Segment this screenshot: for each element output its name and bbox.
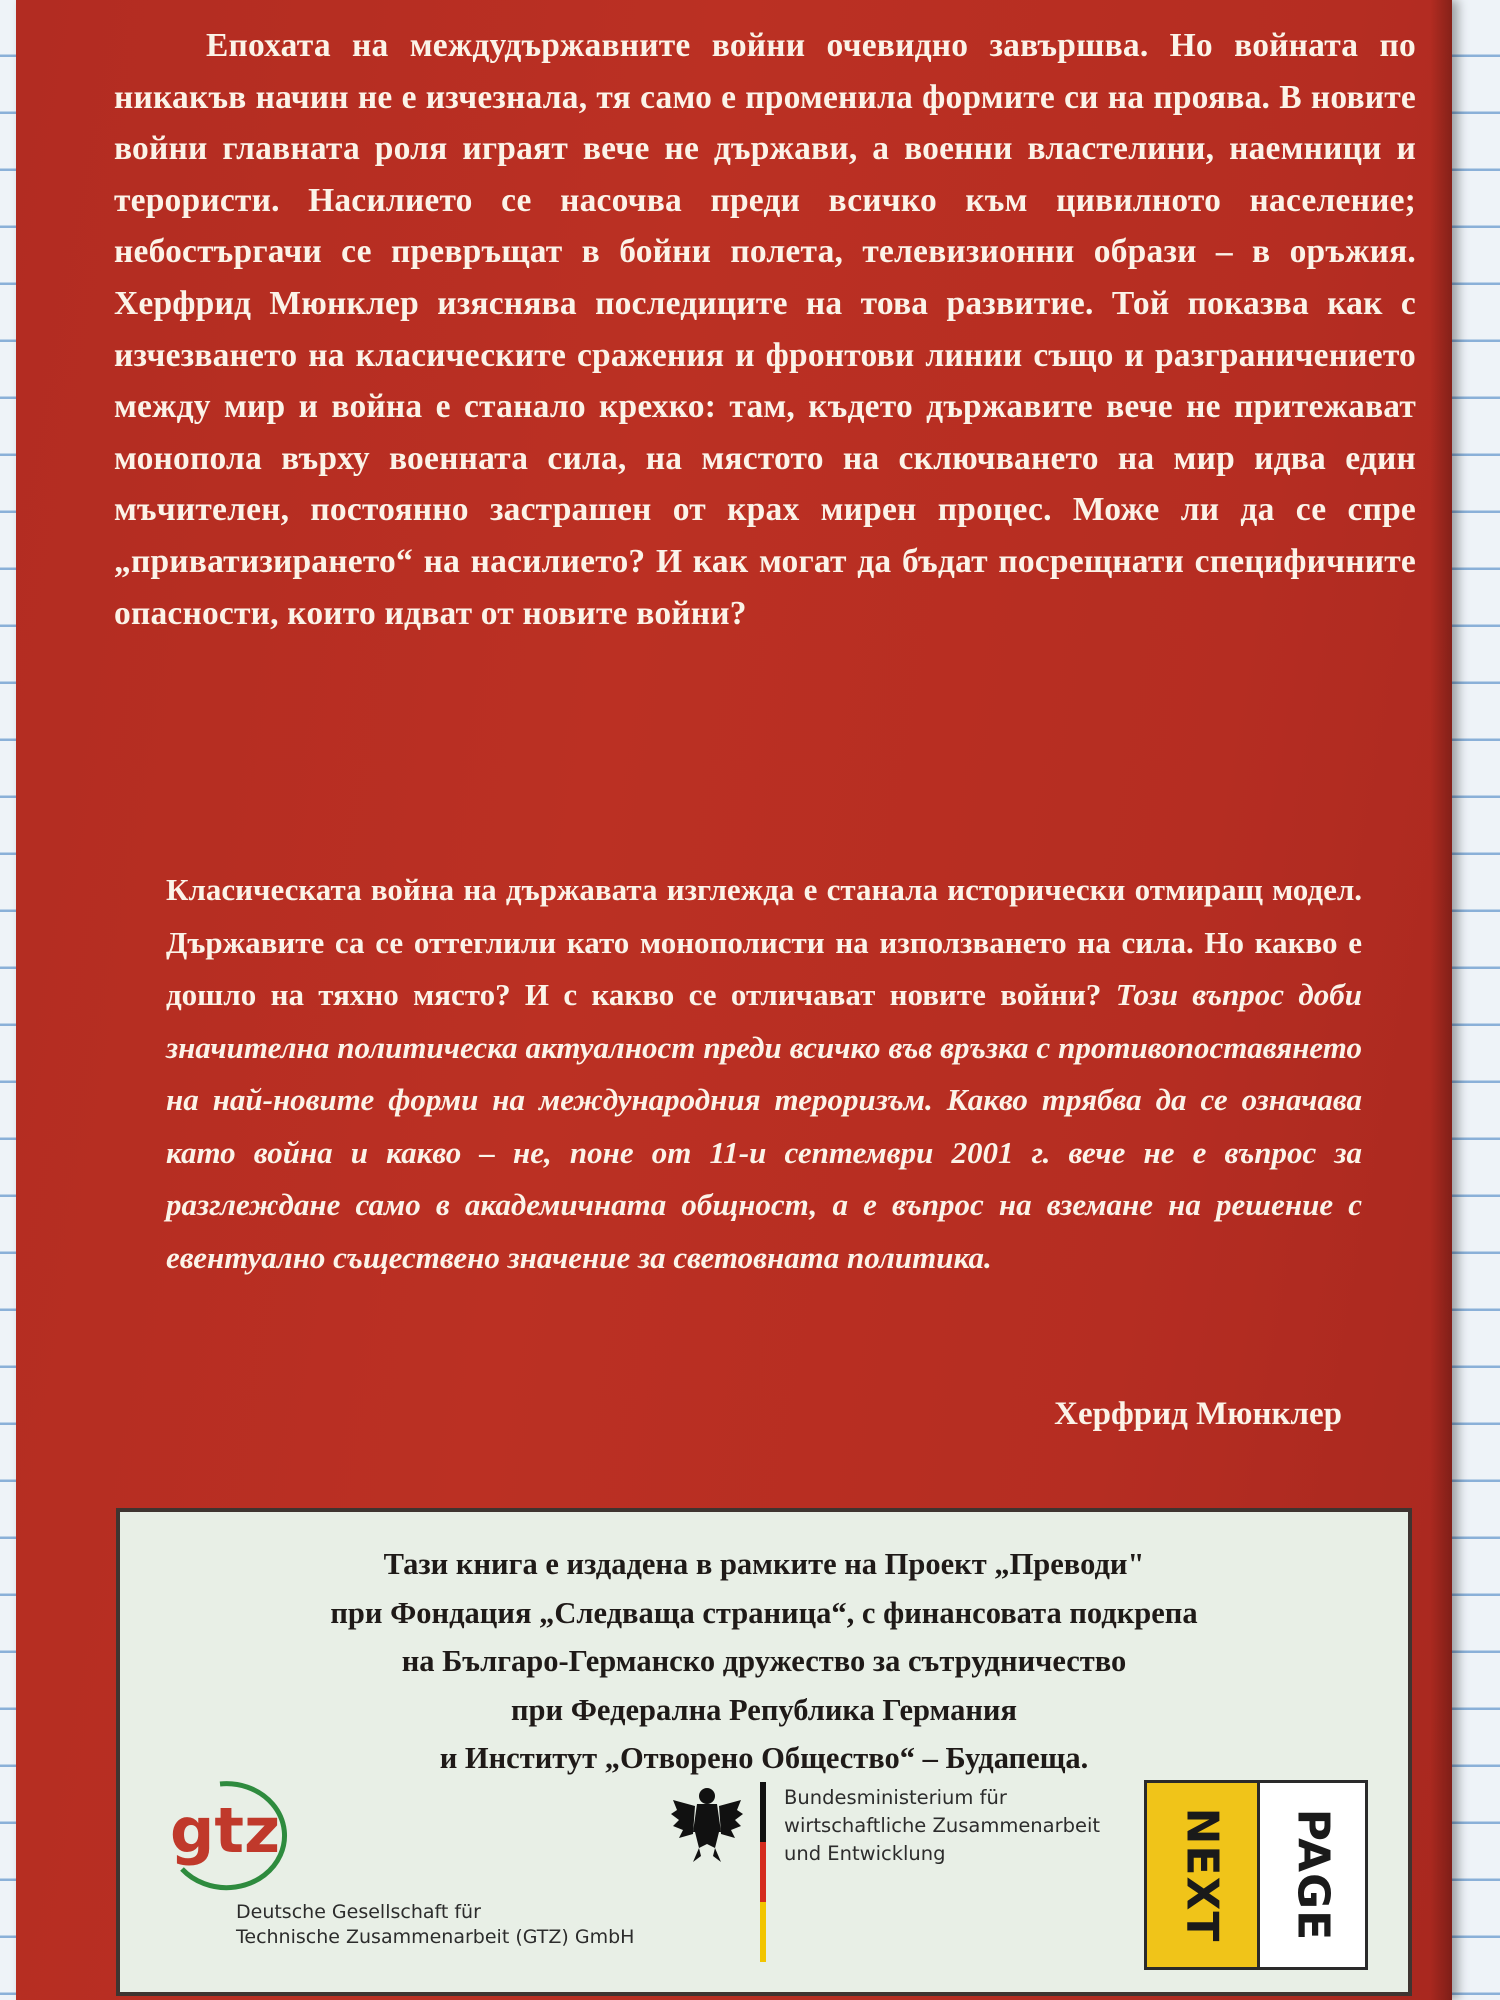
bmz-line-2: wirtschaftliche Zusammenarbeit <box>784 1814 1101 1837</box>
author-quote <box>166 864 1362 1284</box>
sponsor-line-5: и Институт „Отворено Общество“ – Будапеща. <box>439 1741 1089 1775</box>
next-page-logo-white <box>1260 1783 1365 1967</box>
sponsor-panel <box>116 1508 1412 1996</box>
bmz-line-3: und Entwicklung <box>784 1842 946 1865</box>
notebook-paper-right <box>1448 0 1500 2000</box>
quote-author: Херфрид Мюнклер <box>1054 1396 1342 1432</box>
sponsor-line-1: Тази книга е издадена в рамките на Проект „Преводи" <box>383 1547 1145 1581</box>
cover-edge-shadow <box>1430 0 1452 2000</box>
gtz-logo <box>160 1774 330 1894</box>
sponsor-line-2: при Фондация „Следваща страница“, с финансовата подкрепа <box>330 1595 1198 1630</box>
sponsor-line-4: при Федерална Република Германия <box>510 1692 1017 1727</box>
blurb-paragraph: Епохата на междудържавните войни очевидно завършва. Но войната по никакъв начин не е изчезнала, тя само е променила формите си на проява. В новите войни главната роля играят вече не държави, а военни властелини, наемници и терористи. Насилието се насочва преди всичко към цивилното население; небостъргачи се превръщат в бойни полета, телевизионни образи – в оръжия. Херфрид Мюнклер изяснява последиците на това развитие. Той показва как с изчезването на класическите сражения и фронтови линии също и разграничението между мир и война е станало крехко: там, където държавите вече не притежават монопола върху военната сила, на мястото на сключването на мир идва един мъчителен, постоянно застрашен от крах мирен процес. Може ли да се спре „приватизирането“ на насилието? И как могат да бъдат посрещнати специфичните опасности, които идват от новите войни? <box>114 27 1416 632</box>
german-flag-stripe <box>760 1782 766 1962</box>
next-page-logo <box>1144 1780 1368 1970</box>
book-back-cover <box>16 0 1452 2000</box>
gtz-logo-text: gtz <box>170 1794 281 1867</box>
gtz-caption-line-1: Deutsche Gesellschaft für <box>236 1901 481 1923</box>
sponsor-statement <box>120 1540 1408 1783</box>
bmz-line-1: Bundesministerium für <box>784 1786 1007 1809</box>
sponsor-line-3: на Българо-Германско дружество за сътрудничество <box>401 1644 1127 1678</box>
bmz-name <box>784 1784 1100 1868</box>
federal-eagle-icon <box>671 1782 743 1868</box>
quote-italic-text: Този въпрос доби значителна политическа актуалност преди всичко във връзка с противопоставянето на най-новите форми на международния тероризъм. Какво трябва да се означава като война и какво – не, поне от 11-и септември 2001 г. вече не е въпрос за разглеждане само в академичната общност, а е въпрос на вземане на решение с евентуално съществено значение за световната политика. <box>166 977 1362 1275</box>
quote-regular-text: Класическата война на държавата изглежда е станала исторически отмиращ модел. Държавите са се оттеглили като монополисти на използването на сила. Но какво е дошло на тяхно място? И с какво се отличават новите войни? <box>166 872 1362 1012</box>
gtz-caption-line-2: Technische Zusammenarbeit (GTZ) GmbH <box>236 1926 635 1948</box>
next-page-logo-word-next: NEXT <box>1176 1807 1228 1943</box>
next-page-logo-yellow <box>1147 1783 1260 1967</box>
next-page-logo-word-page: PAGE <box>1287 1808 1338 1942</box>
gtz-caption <box>236 1900 634 1950</box>
